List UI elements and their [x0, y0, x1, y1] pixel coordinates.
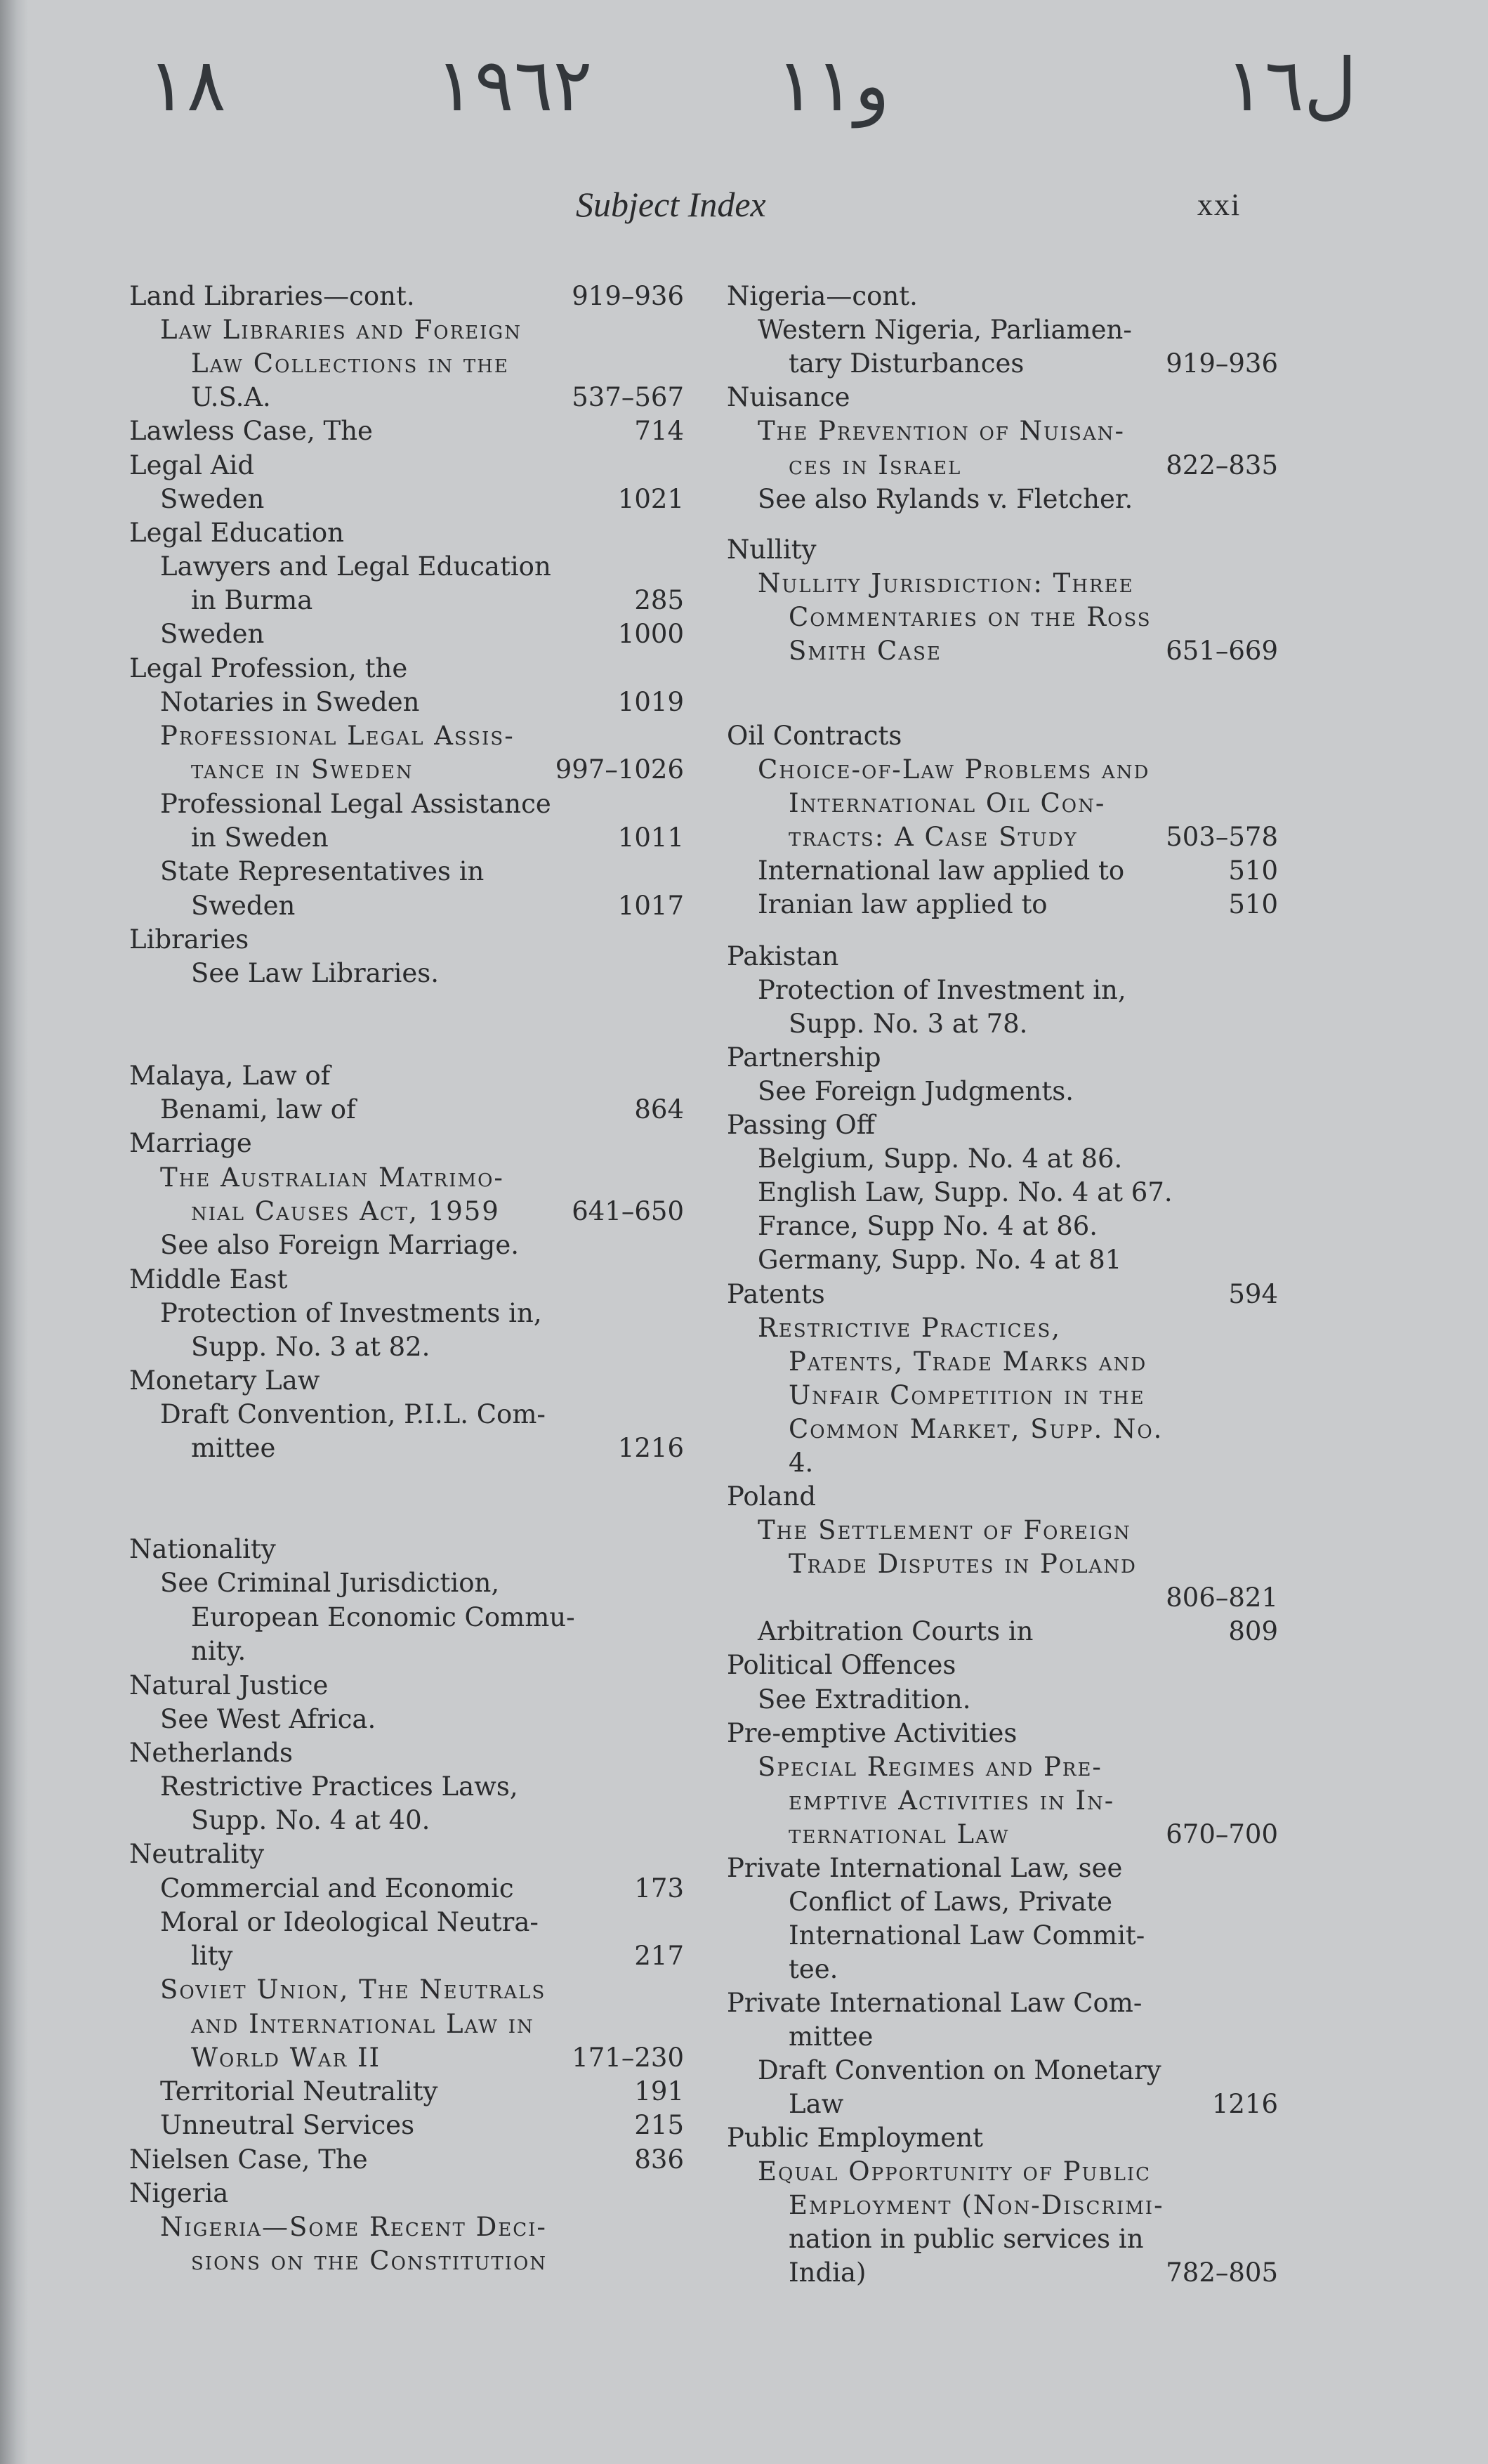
index-entry [727, 280, 1278, 313]
index-entry-text: Pre-emptive Activities [727, 1718, 1018, 1748]
index-entry [727, 313, 1278, 347]
index-entry-text: mittee [789, 2021, 874, 2052]
index-entry [727, 1547, 1278, 1581]
index-entry [129, 1127, 684, 1160]
index-entry-text: Oil Contracts [727, 721, 902, 751]
index-entry-text: Professional Legal Assis- [160, 721, 515, 751]
index-entry [129, 686, 684, 719]
index-entry [727, 414, 1278, 448]
index-entry [129, 1364, 684, 1398]
handwritten-mark-3: و١١ [776, 42, 890, 128]
index-entry [129, 1770, 684, 1804]
index-entry-pages: 171–230 [572, 2043, 684, 2073]
index-entry [129, 821, 684, 855]
index-entry-text: Professional Legal Assistance [160, 789, 551, 819]
index-entry [727, 1075, 1278, 1108]
index-entry [727, 1007, 1278, 1041]
index-entry-text: Employment (Non-Discrimi- [789, 2190, 1164, 2220]
index-entry [727, 1142, 1278, 1176]
index-entry-text: Unneutral Services [160, 2110, 415, 2140]
index-entry-text: Notaries in Sweden [160, 687, 420, 717]
index-entry-text: Private International Law, see [727, 1853, 1123, 1883]
index-entry [727, 974, 1278, 1007]
index-entry [129, 2041, 684, 2075]
index-entry-pages: 537–567 [572, 382, 684, 412]
index-entry-text: International Oil Con- [789, 788, 1106, 818]
index-entry-text: Lawless Case, The [129, 416, 373, 446]
index-entry-pages: 919–936 [1166, 348, 1278, 379]
index-entry [129, 1093, 684, 1127]
index-entry [727, 2121, 1278, 2155]
index-entry [129, 855, 684, 889]
index-entry [129, 1566, 684, 1600]
index-entry-text: Neutrality [129, 1839, 265, 1869]
index-entry-text: Moral or Ideological Neutra- [160, 1907, 539, 1937]
index-entry [129, 787, 684, 821]
index-entry-text: sions on the Constitution [191, 2246, 548, 2276]
index-entry [129, 1228, 684, 1262]
index-entry-text: See also Foreign Marriage. [160, 1230, 519, 1260]
index-entry [129, 1297, 684, 1330]
index-entry-pages: 782–805 [1166, 2257, 1278, 2288]
index-entry-text: Monetary Law [129, 1365, 320, 1396]
handwritten-mark-4: ل١٦ [1225, 42, 1357, 128]
index-entry [129, 1398, 684, 1431]
index-entry-pages: 1021 [617, 484, 684, 514]
index-entry-text: tary Disturbances [789, 348, 1025, 379]
index-entry-text: emptive Activities in In- [789, 1785, 1115, 1816]
index-entry-text: ternational Law [789, 1819, 1010, 1849]
index-entry-pages: 1216 [617, 1433, 684, 1463]
index-entry-text: France, Supp No. 4 at 86. [758, 1211, 1098, 1241]
index-entry [129, 1837, 684, 1871]
index-entry-text: Marriage [129, 1128, 252, 1158]
index-entry [727, 719, 1278, 753]
index-entry-pages: 864 [634, 1094, 684, 1125]
index-entry-text: U.S.A. [191, 382, 271, 412]
index-entry [129, 1161, 684, 1195]
index-entry [727, 533, 1278, 567]
index-entry-pages: 641–650 [572, 1196, 684, 1226]
index-entry [727, 1581, 1278, 1615]
index-entry [129, 1872, 684, 1906]
index-entry [727, 1278, 1278, 1311]
index-entry-text: Libraries [129, 924, 249, 955]
index-entry [727, 940, 1278, 974]
index-entry-pages: 510 [1228, 856, 1278, 886]
index-entry [727, 2222, 1278, 2256]
index-entry [129, 313, 684, 347]
index-entry [129, 2075, 684, 2109]
index-entry [129, 2143, 684, 2177]
index-entry [727, 1345, 1278, 1379]
index-entry [129, 1906, 684, 1939]
index-entry-text: See Law Libraries. [191, 958, 439, 988]
index-entry [129, 617, 684, 651]
index-entry-text: Benami, law of [160, 1094, 356, 1125]
index-entry-text: Western Nigeria, Parliamen- [758, 315, 1132, 345]
index-entry [129, 1703, 684, 1736]
index-entry [129, 550, 684, 584]
index-entry-pages: 285 [634, 585, 684, 615]
index-entry-pages: 806–821 [1166, 1582, 1278, 1613]
index-entry [727, 1176, 1278, 1210]
index-entry-text: Middle East [129, 1264, 288, 1295]
index-entry [727, 1210, 1278, 1243]
index-entry [727, 449, 1278, 483]
index-entry-pages: 1000 [617, 619, 684, 649]
index-entry [129, 1634, 684, 1668]
index-entry-text: Commercial and Economic [160, 1873, 514, 1903]
index-entry-text: See Foreign Judgments. [758, 1076, 1074, 1106]
index-entry-text: European Economic Commu- [191, 1602, 575, 1632]
index-entry-text: International law applied to [758, 856, 1125, 886]
index-entry [129, 652, 684, 686]
index-entry [129, 923, 684, 957]
index-entry-text: Protection of Investments in, [160, 1298, 542, 1328]
index-entry-text: Trade Disputes in Poland [789, 1549, 1137, 1579]
index-entry-text: Passing Off [727, 1110, 875, 1140]
index-entry [727, 1953, 1278, 1986]
index-entry [727, 854, 1278, 888]
index-entry [727, 634, 1278, 668]
index-entry-text: See West Africa. [160, 1704, 376, 1734]
index-entry [727, 2054, 1278, 2088]
index-entry-text: Legal Education [129, 518, 344, 548]
index-entry-pages: 173 [634, 1873, 684, 1903]
index-entry [727, 567, 1278, 601]
index-entry-pages: 503–578 [1166, 822, 1278, 852]
index-entry [129, 1533, 684, 1566]
index-entry [727, 2088, 1278, 2121]
index-entry [129, 1736, 684, 1770]
handwritten-mark-1: ١٨ [147, 42, 226, 128]
index-entry-pages: 919–936 [572, 281, 684, 311]
index-entry-text: Belgium, Supp. No. 4 at 86. [758, 1143, 1123, 1174]
index-entry-text: Nigeria [129, 2178, 229, 2208]
index-entry-pages: 1019 [617, 687, 684, 717]
index-entry-text: The Settlement of Foreign [758, 1515, 1131, 1545]
index-entry-text: Restrictive Practices Laws, [160, 1771, 518, 1802]
index-entry-text: Public Employment [727, 2123, 984, 2153]
index-entry [129, 1973, 684, 2007]
index-entry-text: Soviet Union, The Neutrals [160, 1974, 546, 2005]
index-entry-text: Legal Aid [129, 450, 255, 480]
index-entry [727, 2020, 1278, 2054]
index-entry [129, 889, 684, 923]
index-entry [129, 516, 684, 550]
index-entry [727, 1480, 1278, 1514]
index-entry [727, 787, 1278, 820]
index-entry-pages: 651–669 [1166, 636, 1278, 666]
index-entry-text: Malaya, Law of [129, 1061, 331, 1091]
index-entry-text: Patents [727, 1279, 825, 1309]
index-entry [727, 820, 1278, 854]
index-entry-text: Arbitration Courts in [758, 1616, 1034, 1646]
index-entry [727, 1379, 1278, 1413]
index-entry-text: Territorial Neutrality [160, 2076, 438, 2106]
index-entry [129, 1431, 684, 1465]
index-entry-pages: 191 [634, 2076, 684, 2106]
index-entry [129, 1330, 684, 1364]
index-entry [129, 1059, 684, 1093]
index-entry [129, 2244, 684, 2278]
index-entry-text: Restrictive Practices, [758, 1313, 1062, 1343]
index-entry-pages: 670–700 [1166, 1819, 1278, 1849]
index-entry-text: Supp. No. 4 at 40. [191, 1805, 430, 1835]
index-entry-text: Netherlands [129, 1738, 293, 1768]
index-entry-text: World War II [191, 2043, 381, 2073]
index-entry-text: Conflict of Laws, Private [789, 1887, 1112, 1917]
index-entry [129, 414, 684, 448]
index-entry-pages: 594 [1228, 1279, 1278, 1309]
index-entry [727, 1750, 1278, 1784]
index-entry [129, 753, 684, 787]
index-entry-text: Supp. No. 3 at 82. [191, 1332, 430, 1362]
index-entry-pages: 1216 [1211, 2089, 1278, 2119]
index-entry-text: nial Causes Act, 1959 [191, 1196, 500, 1226]
index-entry-text: Nigeria—cont. [727, 281, 918, 311]
index-entry-text: ces in Israel [789, 450, 962, 480]
index-entry [129, 449, 684, 483]
index-entry-text: Draft Convention on Monetary [758, 2055, 1161, 2085]
index-entry-text: See also Rylands v. Fletcher. [758, 484, 1133, 514]
index-entry [129, 2210, 684, 2244]
index-entry [727, 1615, 1278, 1649]
index-entry-text: Smith Case [789, 636, 942, 666]
index-entry-text: nation in public services in [789, 2224, 1144, 2254]
index-entry-text: Equal Opportunity of Public [758, 2156, 1151, 2187]
index-entry-text: tracts: A Case Study [789, 822, 1078, 852]
index-entry-text: Law [789, 2089, 844, 2119]
index-entry [727, 2189, 1278, 2222]
page-number: xxi [1197, 188, 1242, 222]
index-entry-text: English Law, Supp. No. 4 at 67. [758, 1177, 1173, 1207]
index-entry [727, 1683, 1278, 1717]
index-entry-text: The Prevention of Nuisan- [758, 416, 1126, 446]
index-entry [129, 1804, 684, 1837]
index-entry [727, 2256, 1278, 2290]
index-entry-pages: 217 [634, 1941, 684, 1971]
index-entry [129, 1669, 684, 1703]
index-entry [727, 1784, 1278, 1818]
index-entry [129, 2109, 684, 2142]
index-entry [727, 381, 1278, 414]
index-entry-text: tance in Sweden [191, 754, 414, 785]
index-entry [727, 1717, 1278, 1750]
index-entry [727, 2155, 1278, 2189]
index-entry [727, 1885, 1278, 1919]
index-entry-text: tee. [789, 1954, 838, 1984]
index-entry [129, 957, 684, 990]
index-entry-text: Supp. No. 3 at 78. [789, 1009, 1028, 1039]
index-entry-text: Germany, Supp. No. 4 at 81 [758, 1245, 1122, 1275]
index-entry-text: in Burma [191, 585, 313, 615]
index-entry-text: Pakistan [727, 941, 839, 971]
index-entry [727, 1852, 1278, 1885]
index-entry [727, 1446, 1278, 1480]
index-entry-text: Sweden [160, 619, 265, 649]
index-entry-text: Unfair Competition in the [789, 1380, 1145, 1410]
index-entry-pages: 510 [1228, 889, 1278, 919]
index-entry-text: Legal Profession, the [129, 653, 408, 683]
index-entry [129, 1195, 684, 1228]
index-entry-text: Nullity [727, 535, 817, 565]
index-entry-text: Lawyers and Legal Education [160, 551, 551, 582]
index-entry-text: Choice-of-Law Problems and [758, 754, 1150, 785]
index-entry-pages: 1011 [617, 823, 684, 853]
index-entry [129, 483, 684, 516]
index-entry [727, 1108, 1278, 1142]
index-entry-text: Commentaries on the Ross [789, 602, 1152, 632]
index-entry-text: Land Libraries—cont. [129, 281, 415, 311]
index-entry-pages: 997–1026 [555, 754, 684, 785]
index-entry-text: Nuisance [727, 382, 850, 412]
index-entry [727, 1413, 1278, 1446]
index-entry [129, 381, 684, 414]
index-entry [727, 1243, 1278, 1277]
index-entry-text: mittee [191, 1433, 276, 1463]
index-entry [727, 1311, 1278, 1345]
index-entry-text: Sweden [160, 484, 265, 514]
index-entry [129, 1263, 684, 1297]
index-entry-text: Nigeria—Some Recent Deci- [160, 2212, 547, 2242]
index-entry-text: 4. [789, 1448, 814, 1478]
index-entry-text: in Sweden [191, 823, 329, 853]
index-entry-text: Partnership [727, 1042, 881, 1073]
index-entry-text: nity. [191, 1636, 246, 1666]
index-entry [129, 719, 684, 753]
index-entry [727, 1514, 1278, 1547]
index-entry [129, 280, 684, 313]
index-entry [129, 347, 684, 381]
index-entry-pages: 822–835 [1166, 450, 1278, 480]
index-entry-text: State Representatives in [160, 856, 485, 886]
index-entry-text: Law Libraries and Foreign [160, 315, 522, 345]
index-entry-text: Nielsen Case, The [129, 2144, 368, 2175]
index-entry-text: Political Offences [727, 1650, 956, 1680]
book-binding-shadow [0, 0, 28, 2464]
index-entry [129, 2177, 684, 2210]
index-entry-text: Draft Convention, P.I.L. Com- [160, 1399, 546, 1429]
index-entry [727, 1649, 1278, 1682]
index-entry-text: See Criminal Jurisdiction, [160, 1568, 500, 1598]
index-entry [727, 1919, 1278, 1953]
index-entry-text: Private International Law Com- [727, 1988, 1143, 2018]
index-entry-text: Law Collections in the [191, 348, 509, 379]
index-entry [727, 347, 1278, 381]
index-entry-text: Special Regimes and Pre- [758, 1752, 1102, 1782]
index-entry-text: Poland [727, 1481, 817, 1512]
index-entry-text: and International Law in [191, 2009, 534, 2039]
index-entry-text: The Australian Matrimo- [160, 1162, 504, 1193]
index-entry-text: Natural Justice [129, 1670, 329, 1700]
index-entry-text: Sweden [191, 891, 296, 921]
index-entry [727, 753, 1278, 787]
index-entry [727, 1041, 1278, 1075]
index-entry [129, 1939, 684, 1973]
index-entry-pages: 215 [634, 2110, 684, 2140]
handwritten-mark-2: ١٩٦٢ [435, 42, 593, 128]
index-entry [727, 1986, 1278, 2020]
index-entry-text: See Extradition. [758, 1684, 971, 1715]
index-entry [129, 2007, 684, 2041]
index-entry-text: Protection of Investment in, [758, 975, 1126, 1005]
index-entry-pages: 836 [634, 2144, 684, 2175]
index-entry-text: lity [191, 1941, 233, 1971]
index-entry [727, 601, 1278, 634]
index-entry [727, 888, 1278, 922]
index-entry-pages: 1017 [617, 891, 684, 921]
page-title: Subject Index [576, 185, 766, 224]
index-entry [727, 1818, 1278, 1852]
index-entry-text: Nationality [129, 1534, 276, 1564]
index-entry-text: Nullity Jurisdiction: Three [758, 568, 1134, 598]
index-entry [727, 483, 1278, 516]
index-entry [129, 584, 684, 617]
index-entry-text: Iranian law applied to [758, 889, 1048, 919]
index-entry-text: Common Market, Supp. No. [789, 1414, 1164, 1444]
index-entry [129, 1601, 684, 1634]
index-entry-text: India) [789, 2257, 867, 2288]
index-entry-pages: 809 [1228, 1616, 1278, 1646]
index-entry-text: Patents, Trade Marks and [789, 1346, 1147, 1377]
index-entry-text: International Law Commit- [789, 1920, 1145, 1951]
index-entry-pages: 714 [634, 416, 684, 446]
